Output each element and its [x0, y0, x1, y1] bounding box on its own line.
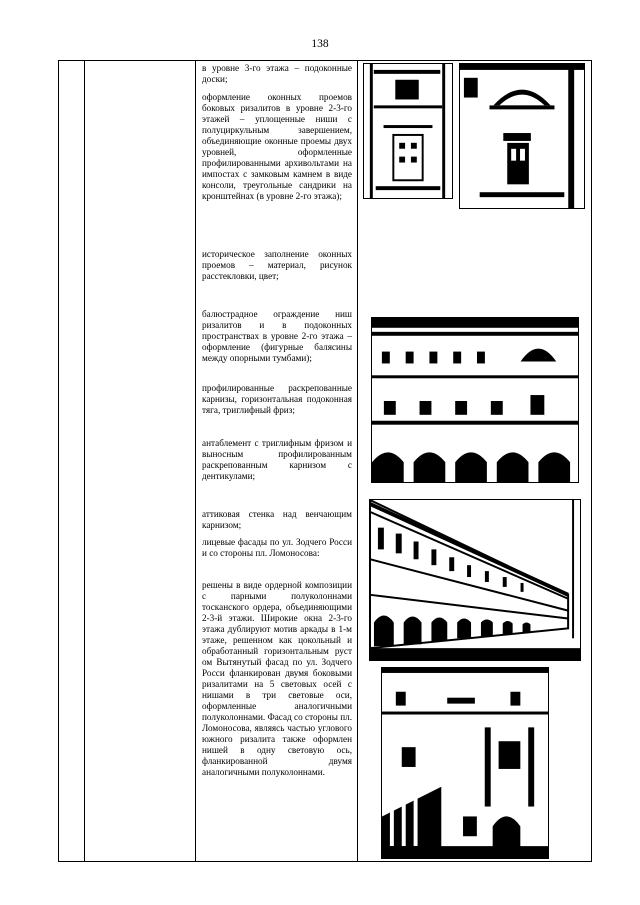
photo-facade-arcade [371, 317, 579, 483]
paragraph-sills: в уровне 3-го этажа – подоконные доски; [202, 63, 352, 84]
table-divider [357, 61, 358, 861]
table-divider [195, 61, 196, 861]
paragraph-facades-description: решены в виде ордерной композиции с парными полуколоннами тосканского ордера, объединяющими 2-3-й этажи. Широкие окна 2-3-го этажа дублируют мотив аркады в 1-м этаже, решенном как цокольный и обработанный горизонтальным руст​ом Вытянутый фасад по ул. Зодчего Росси фланкирован двумя боковыми ризалитами на 5 световых осей с нишами в три световые оси, оформленные аналогичными полуколоннами. Фасад со стороны пл. Ломоносова, являясь частью углового южного ризалита также оформлен нишей в одну световую ось, фланкированной двумя аналогичными полуколоннами. [202, 580, 352, 777]
table-divider [84, 61, 85, 861]
photo-window-detail-left [363, 63, 453, 199]
paragraph-risalit-windows: оформление оконных проемов боковых ризалитов в уровне 2-3-го этажей – уплощенные ниши с полуциркульным завершением, объединяющие оконные проемы двух уровней, оформленные профилированными архивольтами на импостах с замковым камнем в виде консоли, треугольные сандрики на кронштейнах (в уровне 2-го этажа); [202, 92, 352, 201]
paragraph-facades-heading: лицевые фасады по ул. Зодчего Росси и со стороны пл. Ломоносова: [202, 537, 352, 558]
paragraph-entablature: антаблемент с триглифным фризом и выносным профилированным раскрепованным карнизом с дентикулами; [202, 438, 352, 481]
paragraph-attic: аттиковая стенка над венчающим карнизом; [202, 509, 352, 530]
photo-window-detail-right [459, 63, 585, 209]
photo-street-perspective [369, 499, 581, 661]
paragraph-window-filling: историческое заполнение оконных проемов – материал, рисунок расстекловки, цвет; [202, 249, 352, 281]
document-table [58, 60, 592, 862]
page-number: 138 [311, 38, 329, 50]
photo-corner-risalit [381, 667, 549, 859]
paragraph-balustrade: балюстрадное ограждение ниш ризалитов и в подоконных пространствах в уровне 2-го этажа – оформление (фигурные балясины между опорными тумбами); [202, 309, 352, 363]
paragraph-cornices: профилированные раскрепованные карнизы, горизонтальная подоконная тяга, триглифный фриз; [202, 383, 352, 415]
